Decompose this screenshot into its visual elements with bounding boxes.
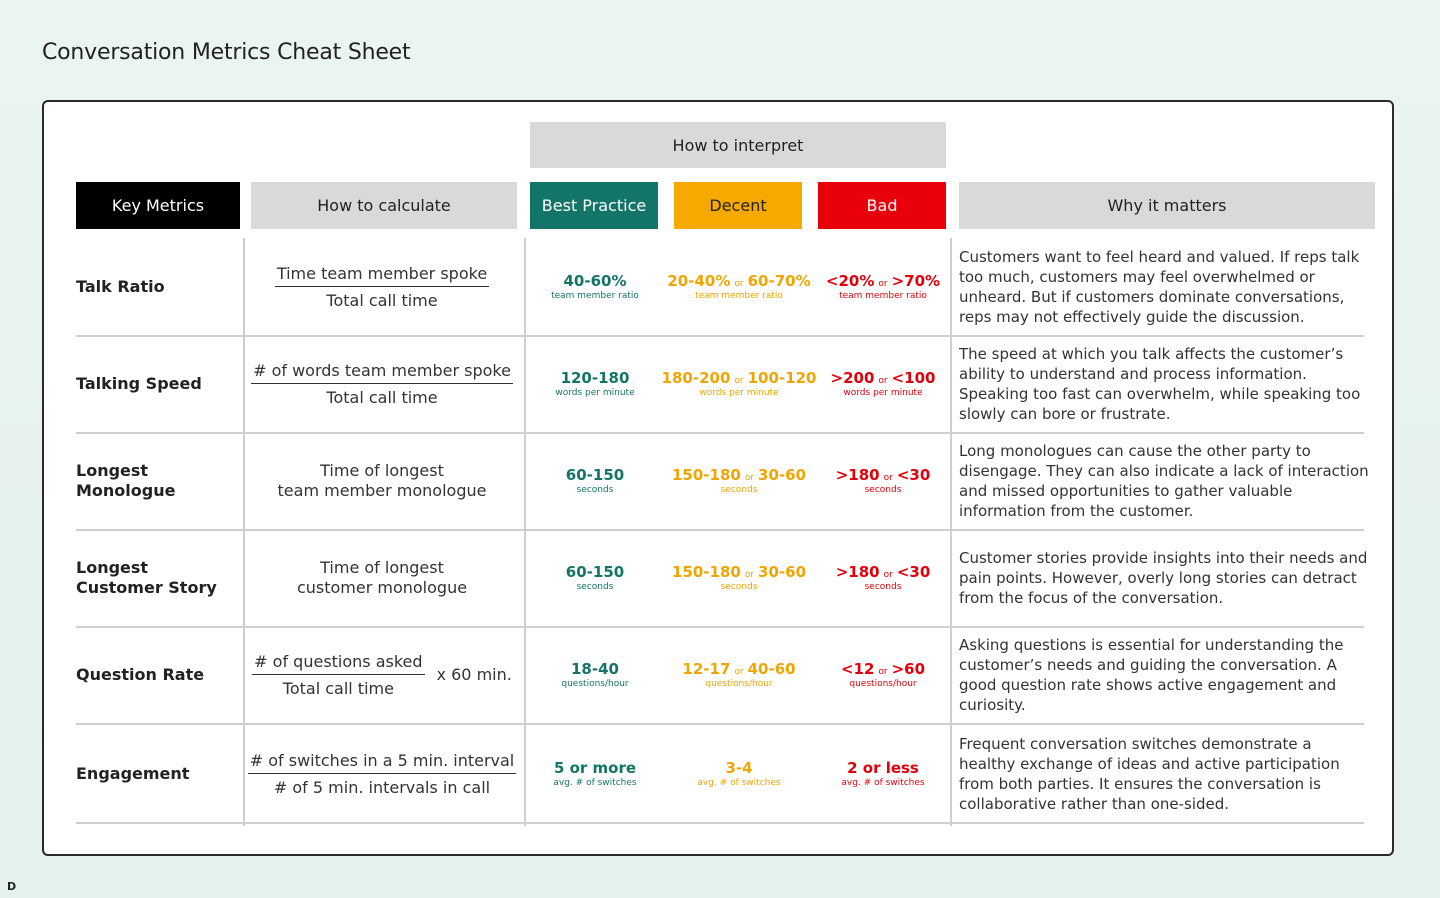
bad-range-b: >70% — [891, 272, 941, 290]
decent-range-b: 30-60 — [758, 563, 807, 581]
table-row — [76, 626, 1364, 723]
decent-range — [662, 369, 817, 387]
decent-range-b: 60-70% — [747, 272, 811, 290]
formula-text: Time of longest team member monologue — [277, 460, 487, 500]
calculation-formula — [244, 529, 520, 626]
bad-range-a: >180 — [835, 466, 880, 484]
decent-unit: questions/hour — [705, 679, 773, 689]
best-value-cell — [523, 626, 667, 723]
calculation-formula — [244, 725, 520, 822]
best-practice-header: Best Practice — [530, 182, 658, 229]
best-range: 40-60% — [563, 272, 627, 290]
calculation-formula — [244, 335, 520, 432]
decent-range-a: 20-40% — [667, 272, 731, 290]
table-row — [76, 238, 1364, 335]
best-unit: seconds — [576, 582, 614, 592]
table-row — [76, 432, 1369, 529]
bad-range — [836, 466, 931, 484]
formula-multiplier: x 60 min. — [436, 665, 512, 684]
decent-range-a: 150-180 — [671, 466, 741, 484]
decent-range-a: 12-17 — [682, 660, 731, 678]
brand-logo-icon: D — [7, 880, 17, 893]
best-value-cell — [523, 529, 667, 626]
decent-range — [667, 272, 810, 290]
why-it-matters-header: Why it matters — [959, 182, 1375, 229]
bad-range: 2 or less — [847, 759, 919, 777]
why-it-matters-text: Customer stories provide insights into their needs and pain points. However, overly long stories can detract from the focus of the conversation. — [959, 548, 1368, 607]
table-row — [76, 529, 1368, 626]
best-unit: words per minute — [555, 388, 635, 398]
or-label: or — [883, 473, 893, 483]
bad-range-a: >180 — [835, 563, 880, 581]
formula-denominator: # of 5 min. intervals in call — [273, 777, 491, 797]
bad-unit: seconds — [864, 582, 902, 592]
metric-name: Talking Speed — [76, 373, 202, 393]
best-value-cell — [523, 725, 667, 822]
how-to-calculate-header: How to calculate — [251, 182, 517, 229]
decent-range-a: 180-200 — [661, 369, 731, 387]
bad-header: Bad — [818, 182, 946, 229]
bad-range-b: <30 — [896, 466, 931, 484]
page-title: Conversation Metrics Cheat Sheet — [42, 40, 411, 65]
cheat-sheet-card — [42, 100, 1394, 856]
bad-value-cell — [811, 725, 955, 822]
decent-unit: avg. # of switches — [697, 778, 781, 788]
formula-numerator: # of questions asked — [252, 652, 424, 675]
or-label: or — [744, 570, 755, 580]
formula-numerator: # of switches in a 5 min. interval — [248, 751, 517, 774]
best-unit: team member ratio — [551, 291, 639, 301]
decent-range — [672, 563, 806, 581]
or-label: or — [883, 570, 893, 580]
bad-range-a: <20% — [825, 272, 875, 290]
best-range: 120-180 — [560, 369, 630, 387]
formula-numerator: Time team member spoke — [275, 264, 489, 287]
best-range: 60-150 — [565, 466, 625, 484]
bad-unit: questions/hour — [849, 679, 917, 689]
bad-range-b: <30 — [896, 563, 931, 581]
why-it-matters-text: Long monologues can cause the other party to disengage. They can also indicate a lack of interaction and missed opportunities to gather valuable information from the customer. — [959, 441, 1369, 520]
metric-name: Talk Ratio — [76, 276, 165, 296]
best-unit: questions/hour — [561, 679, 629, 689]
bad-range-a: >200 — [830, 369, 875, 387]
bad-unit: seconds — [864, 485, 902, 495]
bad-range — [836, 563, 931, 581]
bad-range — [826, 272, 940, 290]
best-value-cell — [523, 335, 667, 432]
why-it-matters-text: The speed at which you talk affects the customer’s ability to understand and process information. Speaking too fast can overwhelm, while speaking too slowly can bore or frustrate. — [959, 344, 1361, 423]
formula-text: Time of longest customer monologue — [296, 557, 468, 597]
key-metrics-header: Key Metrics — [76, 182, 240, 229]
formula-denominator: Total call time — [326, 387, 438, 407]
or-label: or — [734, 667, 744, 677]
table-row — [76, 335, 1364, 432]
how-to-interpret-header: How to interpret — [530, 122, 946, 168]
or-label: or — [878, 376, 888, 386]
bad-unit: words per minute — [843, 388, 923, 398]
best-value-cell — [523, 432, 667, 529]
bad-unit: avg. # of switches — [841, 778, 925, 788]
decent-unit: seconds — [720, 485, 758, 495]
best-unit: seconds — [576, 485, 614, 495]
or-label: or — [734, 376, 744, 386]
bad-range-b: >60 — [891, 660, 926, 678]
metric-name: Engagement — [76, 763, 190, 783]
bad-value-cell — [811, 529, 955, 626]
decent-value-cell — [667, 626, 811, 723]
bad-range — [841, 660, 925, 678]
row-divider — [76, 822, 1364, 824]
best-value-cell — [523, 238, 667, 335]
decent-unit: seconds — [720, 582, 758, 592]
bad-unit: team member ratio — [839, 291, 927, 301]
decent-header: Decent — [674, 182, 802, 229]
decent-range-a: 150-180 — [671, 563, 741, 581]
decent-range — [672, 466, 806, 484]
or-label: or — [878, 279, 888, 289]
decent-range — [682, 660, 795, 678]
decent-unit: team member ratio — [695, 291, 783, 301]
decent-value-cell — [661, 335, 817, 432]
bad-value-cell — [811, 238, 955, 335]
decent-range-b: 100-120 — [747, 369, 817, 387]
bad-range-a: <12 — [840, 660, 875, 678]
fraction — [251, 361, 513, 407]
best-range: 60-150 — [565, 563, 625, 581]
calculation-formula — [244, 432, 520, 529]
bad-value-cell — [811, 432, 955, 529]
decent-value-cell — [667, 529, 811, 626]
why-it-matters-text: Frequent conversation switches demonstrate a healthy exchange of ideas and active participation from both parties. It ensures the conversation is collaborative rather than one-sided. — [959, 734, 1340, 813]
fraction — [248, 751, 517, 797]
bad-range-b: <100 — [891, 369, 936, 387]
decent-value-cell — [667, 432, 811, 529]
bad-range — [831, 369, 936, 387]
formula-denominator: Total call time — [282, 678, 394, 698]
decent-value-cell — [667, 725, 811, 822]
or-label: or — [878, 667, 888, 677]
bad-value-cell — [811, 335, 955, 432]
or-label: or — [734, 279, 744, 289]
why-it-matters-text: Asking questions is essential for understanding the customer’s needs and guiding the conversation. A good question rate shows active engagement and curiosity. — [959, 635, 1344, 714]
calculation-formula — [244, 626, 520, 723]
metric-name: Question Rate — [76, 664, 205, 684]
metric-name: Longest Monologue — [76, 460, 176, 500]
bad-value-cell — [811, 626, 955, 723]
decent-unit: words per minute — [699, 388, 779, 398]
decent-range-b: 40-60 — [747, 660, 796, 678]
fraction — [252, 652, 424, 698]
best-range: 18-40 — [571, 660, 619, 678]
decent-range: 3-4 — [725, 759, 753, 777]
metric-name: Longest Customer Story — [76, 557, 217, 597]
decent-value-cell — [667, 238, 811, 335]
why-it-matters-text: Customers want to feel heard and valued. If reps talk too much, customers may feel overwhelmed or unheard. But if customers dominate conversations, reps may not effectively guide the discussion. — [959, 247, 1360, 326]
or-label: or — [744, 473, 755, 483]
formula-denominator: Total call time — [326, 290, 438, 310]
formula-with-multiplier — [252, 652, 512, 698]
formula-numerator: # of words team member spoke — [251, 361, 513, 384]
fraction — [275, 264, 489, 310]
best-range: 5 or more — [553, 759, 637, 777]
calculation-formula — [244, 238, 520, 335]
best-unit: avg. # of switches — [553, 778, 637, 788]
table-row — [76, 725, 1364, 822]
decent-range-b: 30-60 — [758, 466, 807, 484]
